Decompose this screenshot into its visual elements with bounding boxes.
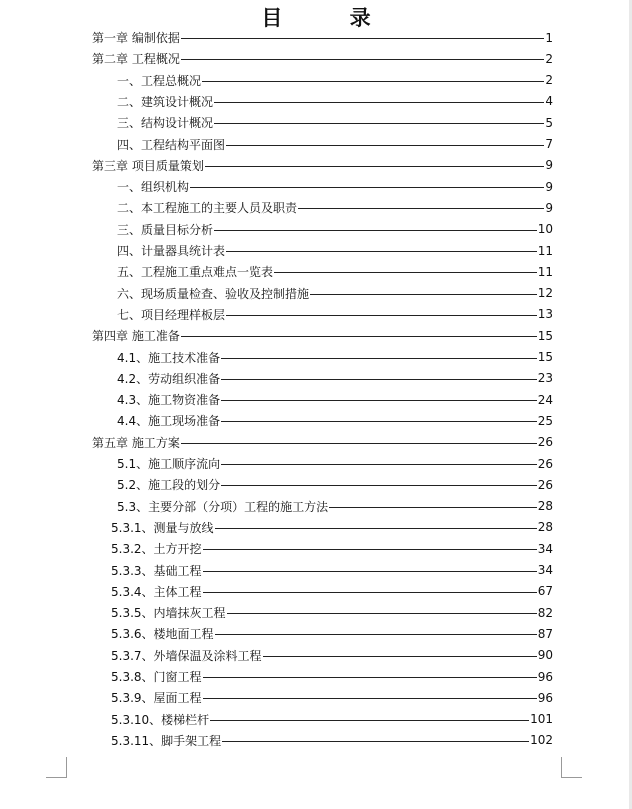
toc-entry-label: 5.3.1、测量与放线 [111, 520, 214, 535]
toc-leader-line [181, 443, 537, 444]
toc-leader-line [221, 485, 537, 486]
toc-entry-page-number: 82 [537, 605, 553, 620]
toc-entry-label: 三、质量目标分析 [117, 222, 214, 237]
toc-entry-label: 第二章 工程概况 [92, 52, 180, 67]
toc-entry[interactable] [0, 155, 632, 176]
toc-entry-label: 5.3.7、外墙保温及涂料工程 [111, 648, 262, 663]
toc-entry-page-number: 24 [537, 392, 553, 407]
toc-leader-line [210, 720, 529, 721]
toc-entry-page-number: 15 [537, 328, 553, 343]
toc-entry-label: 一、工程总概况 [117, 73, 202, 88]
toc-entry-page-number: 67 [537, 584, 553, 599]
toc-entry-label: 5.3、主要分部（分项）工程的施工方法 [117, 499, 329, 514]
toc-leader-line [222, 741, 529, 742]
toc-leader-line [226, 145, 544, 146]
toc-entry-label: 5.3.11、脚手架工程 [111, 733, 222, 748]
toc-entry[interactable] [0, 623, 632, 644]
toc-entry[interactable] [0, 134, 632, 155]
toc-entry-page-number: 11 [537, 243, 553, 258]
toc-entry-label: 五、工程施工重点难点一览表 [117, 265, 274, 280]
toc-entry-page-number: 96 [537, 690, 553, 705]
toc-entry[interactable] [0, 27, 632, 48]
toc-entry[interactable] [0, 410, 632, 431]
toc-leader-line [310, 294, 537, 295]
toc-entry-label: 5.1、施工顺序流向 [117, 457, 221, 471]
page-title: 目 录 [261, 5, 401, 30]
toc-entry[interactable] [0, 112, 632, 133]
toc-entry-page-number: 9 [545, 179, 553, 194]
toc-entry[interactable] [0, 368, 632, 389]
toc-entry[interactable] [0, 347, 632, 368]
toc-entry[interactable] [0, 240, 632, 261]
toc-leader-line [203, 571, 537, 572]
toc-entry-label: 4.3、施工物资准备 [117, 393, 221, 408]
toc-entry-page-number: 102 [530, 733, 553, 748]
toc-entry[interactable] [0, 197, 632, 218]
toc-leader-line [190, 187, 544, 188]
toc-entry-page-number: 26 [537, 477, 553, 492]
toc-entry[interactable] [0, 709, 632, 730]
toc-entry-label: 第五章 施工方案 [92, 435, 180, 450]
toc-entry-label: 5.3.2、土方开挖 [111, 542, 202, 557]
toc-entry-page-number: 26 [537, 456, 553, 471]
toc-entry-label: 四、计量器具统计表 [117, 244, 226, 258]
toc-entry-page-number: 1 [545, 30, 553, 45]
toc-entry-page-number: 96 [537, 669, 553, 684]
toc-leader-line [221, 464, 537, 465]
toc-entry[interactable] [0, 687, 632, 708]
toc-entry-page-number: 87 [537, 626, 553, 641]
toc-leader-line [203, 549, 537, 550]
toc-entry-label: 四、工程结构平面图 [117, 137, 226, 152]
toc-entry-label: 第四章 施工准备 [92, 329, 180, 344]
toc-entry-label: 一、组织机构 [117, 180, 190, 195]
toc-entry-page-number: 12 [537, 286, 553, 301]
toc-entry-label: 5.3.6、楼地面工程 [111, 627, 214, 642]
toc-leader-line [221, 421, 537, 422]
toc-entry[interactable] [0, 602, 632, 623]
toc-entry[interactable] [0, 517, 632, 538]
toc-entry[interactable] [0, 304, 632, 325]
toc-entry-page-number: 101 [530, 712, 553, 727]
toc-entry[interactable] [0, 325, 632, 346]
toc-entry-label: 4.1、施工技术准备 [117, 350, 221, 365]
toc-entry-label: 六、现场质量检查、验收及控制措施 [117, 286, 310, 301]
toc-entry[interactable] [0, 645, 632, 666]
toc-entry[interactable] [0, 581, 632, 602]
toc-entry[interactable] [0, 474, 632, 495]
toc-entry[interactable] [0, 730, 632, 751]
toc-leader-line [274, 272, 537, 273]
toc-leader-line [214, 230, 537, 231]
toc-leader-line [263, 656, 537, 657]
toc-entry-page-number: 90 [537, 648, 553, 663]
toc-entry[interactable] [0, 496, 632, 517]
toc-leader-line [215, 634, 537, 635]
toc-entry-page-number: 34 [537, 541, 553, 556]
toc-entry-page-number: 13 [537, 307, 553, 322]
toc-leader-line [203, 677, 537, 678]
toc-entry-label: 5.3.5、内墙抹灰工程 [111, 606, 226, 621]
toc-entry-page-number: 4 [545, 94, 553, 109]
toc-entry[interactable] [0, 432, 632, 453]
toc-entry[interactable] [0, 70, 632, 91]
toc-entry-page-number: 10 [537, 222, 553, 237]
toc-entry-page-number: 5 [545, 115, 553, 130]
toc-entry[interactable] [0, 219, 632, 240]
toc-leader-line [298, 208, 544, 209]
toc-leader-line [203, 698, 537, 699]
toc-entry[interactable] [0, 453, 632, 474]
toc-entry-label: 七、项目经理样板层 [117, 307, 226, 322]
toc-entry[interactable] [0, 666, 632, 687]
toc-entry[interactable] [0, 176, 632, 197]
toc-entry-label: 第一章 编制依据 [92, 31, 180, 45]
toc-entry-page-number: 9 [545, 158, 553, 173]
toc-entry-page-number: 11 [537, 264, 553, 279]
toc-entry-page-number: 25 [537, 413, 553, 428]
toc-entry[interactable] [0, 389, 632, 410]
toc-leader-line [226, 315, 537, 316]
toc-leader-line [181, 59, 545, 60]
toc-entry-label: 5.3.8、门窗工程 [111, 670, 202, 684]
page-corner-mark-left [46, 757, 67, 778]
toc-entry-label: 二、建筑设计概况 [117, 94, 214, 109]
toc-leader-line [214, 102, 544, 103]
toc-leader-line [226, 251, 537, 252]
toc-leader-line [227, 613, 537, 614]
toc-entry-label: 二、本工程施工的主要人员及职责 [117, 201, 298, 216]
toc-entry-label: 5.2、施工段的划分 [117, 478, 221, 493]
toc-entry-label: 4.4、施工现场准备 [117, 414, 221, 429]
toc-leader-line [181, 336, 537, 337]
toc-entry-label: 5.3.4、主体工程 [111, 584, 202, 599]
page-corner-mark-right [561, 757, 582, 778]
toc-leader-line [329, 507, 537, 508]
toc-entry-label: 三、结构设计概况 [117, 116, 214, 131]
toc-leader-line [221, 358, 537, 359]
toc-entry-label: 5.3.9、屋面工程 [111, 691, 202, 706]
toc-entry-label: 4.2、劳动组织准备 [117, 371, 221, 386]
toc-entry-page-number: 2 [545, 73, 553, 88]
toc-entry-label: 第三章 项目质量策划 [92, 158, 204, 173]
toc-entry-label: 5.3.3、基础工程 [111, 563, 202, 578]
toc-entry-label: 5.3.10、楼梯栏杆 [111, 712, 210, 727]
toc-entry-page-number: 2 [545, 51, 553, 66]
toc-entry-page-number: 34 [537, 563, 553, 577]
toc-leader-line [221, 379, 537, 380]
toc-entry-page-number: 9 [545, 200, 553, 215]
toc-entry-page-number: 15 [537, 350, 553, 364]
toc-leader-line [202, 81, 544, 82]
toc-leader-line [205, 166, 545, 167]
toc-entry-page-number: 23 [537, 371, 553, 386]
toc-entry-page-number: 28 [537, 520, 553, 535]
toc-entry[interactable] [0, 261, 632, 282]
toc-entry[interactable] [0, 48, 632, 69]
toc-entry[interactable] [0, 538, 632, 559]
toc-entry-page-number: 28 [537, 499, 553, 514]
toc-entry-page-number: 7 [545, 137, 553, 151]
toc-leader-line [221, 400, 537, 401]
toc-leader-line [181, 38, 545, 39]
toc-leader-line [215, 528, 537, 529]
toc-entry-page-number: 26 [537, 435, 553, 450]
toc-leader-line [203, 592, 537, 593]
toc-leader-line [214, 123, 544, 124]
toc-entry[interactable] [0, 91, 632, 112]
toc-entry[interactable] [0, 560, 632, 581]
toc-entry[interactable] [0, 283, 632, 304]
